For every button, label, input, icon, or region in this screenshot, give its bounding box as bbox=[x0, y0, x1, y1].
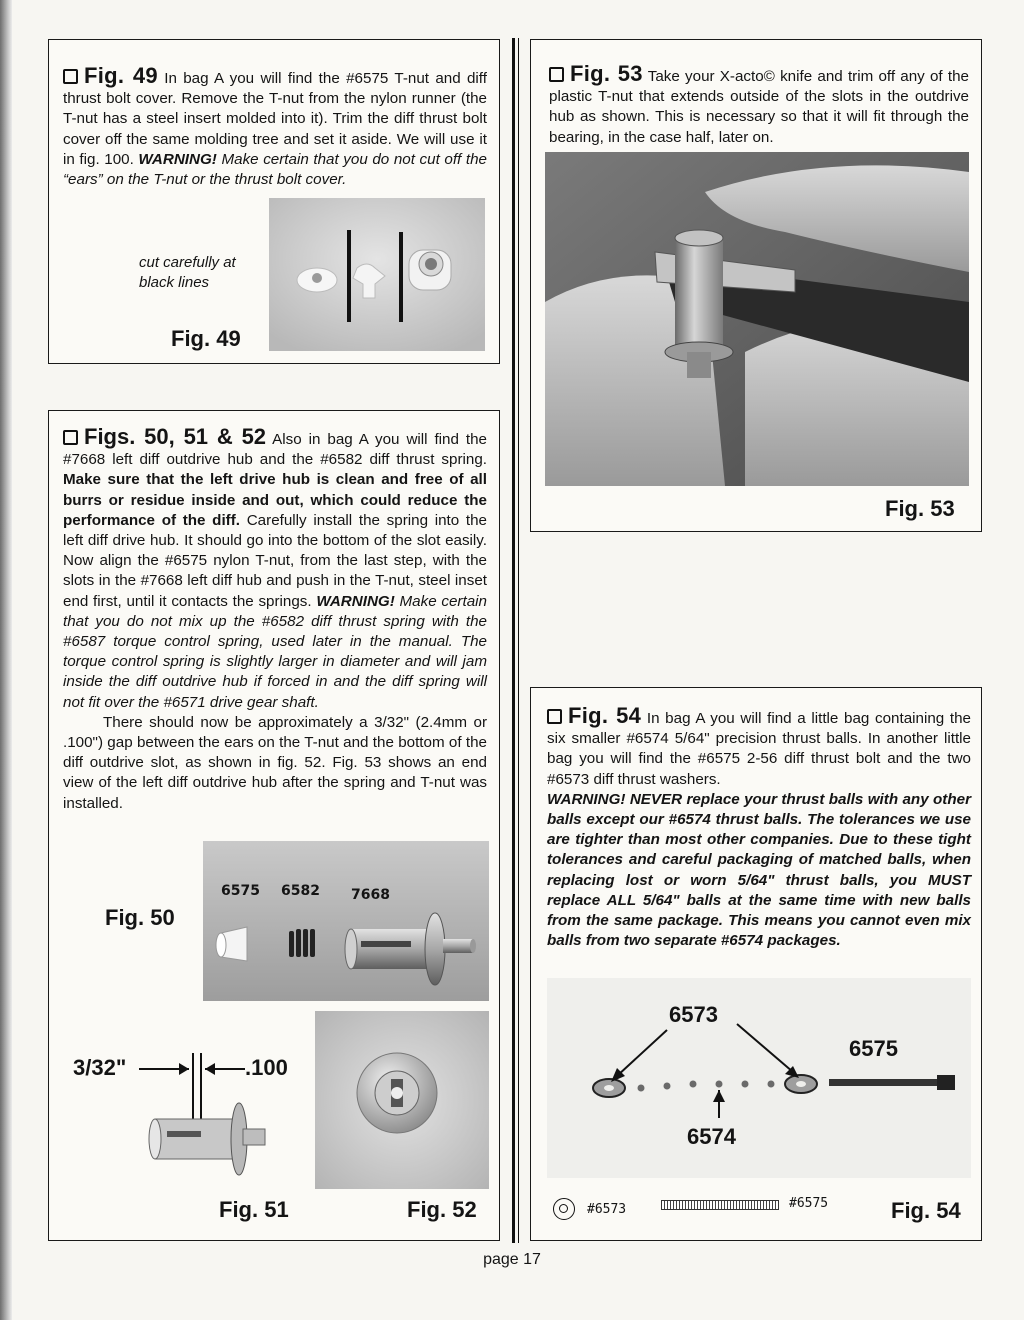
fig53-heading: Fig. 53 bbox=[570, 61, 643, 86]
fig50-part-7668: 7668 bbox=[351, 887, 390, 903]
fig49-caption-line2: black lines bbox=[139, 274, 210, 291]
fig53-photo bbox=[545, 152, 969, 486]
fig49-photo bbox=[269, 198, 485, 351]
fig49-caption-line1: cut carefully at bbox=[139, 254, 236, 271]
fig49-warning-text: Make certain that you do not cut off the “ears” on the T-nut or the thrust bolt cover. bbox=[63, 150, 487, 189]
fig49-box bbox=[48, 39, 500, 364]
fig54-text bbox=[547, 703, 971, 951]
fig53-body: Take your X-acto© knife and trim off any of the plastic T-nut that extends outside of the slots in the outdrive hub as shown. This is necessary so that it will fit through the bearing, in the case half, later on. bbox=[549, 68, 969, 146]
fig50-52-warning: WARNING! bbox=[316, 592, 395, 610]
checkbox-icon[interactable] bbox=[547, 709, 562, 724]
column-divider-inner bbox=[518, 38, 519, 1243]
fig49-heading: Fig. 49 bbox=[84, 63, 158, 88]
page-number: page 17 bbox=[483, 1251, 541, 1268]
fig50-photo bbox=[203, 841, 489, 1001]
fig54-key-6575: #6575 bbox=[789, 1196, 829, 1211]
fig49-text bbox=[63, 63, 487, 190]
fig54-label-6574: 6574 bbox=[687, 1124, 736, 1149]
checkbox-icon[interactable] bbox=[549, 67, 564, 82]
fig50-52-heading: Figs. 50, 51 & 52 bbox=[84, 424, 267, 449]
bolt-key-icon bbox=[661, 1200, 779, 1210]
washer-key-icon bbox=[553, 1198, 575, 1220]
fig51-dim-right: .100 bbox=[245, 1055, 288, 1080]
fig50-52-warning-text: Make certain that you do not mix up the #6582 diff thrust spring with the #6587 torque control spring, used later in the manual. The torque control spring is slightly larger in diameter and will jam inside the diff outdrive hub if forced in and the diff spring will not fit over the #6571 drive gear shaft. bbox=[63, 592, 487, 711]
fig51-label: Fig. 51 bbox=[219, 1197, 289, 1222]
page-binding-edge bbox=[0, 0, 12, 1320]
fig51-dim-left: 3/32" bbox=[73, 1055, 127, 1080]
fig54-figure-label: Fig. 54 bbox=[891, 1198, 961, 1223]
fig49-body: In bag A you will find the #6575 T-nut and diff thrust bolt cover. Remove the T-nut from the nylon runner (the T-nut has a steel insert molded into it). Trim the diff thrust bolt cover off the same molding tree and set it aside. We will use it in fig. 100. bbox=[63, 70, 487, 168]
fig49-warning: WARNING! bbox=[138, 150, 217, 168]
fig54-box bbox=[530, 687, 982, 1241]
fig50-52-body-3: There should now be approximately a 3/32" (2.4mm or .100") gap between the ears on the T-nut and the bottom of the diff outdrive slot, as shown in fig. 52. Fig. 53 shows an end view of the left diff outdrive hub after the spring and T-nut was installed. bbox=[63, 713, 487, 812]
fig54-body: In bag A you will find a little bag containing the six smaller #6574 5/64" precision thrust balls. In another little bag you will find the #6575 2-56 diff thrust bolt and the two #6573 diff thrust washers. bbox=[547, 710, 971, 788]
fig50-52-bold: Make sure that the left drive hub is clean and free of all burrs or residue inside and out, which could reduce the performance of the diff. bbox=[63, 471, 487, 529]
fig50-part-6582: 6582 bbox=[281, 883, 320, 899]
fig49-caption bbox=[139, 253, 236, 293]
fig52-photo bbox=[315, 1011, 489, 1189]
fig53-label: Fig. 53 bbox=[885, 496, 955, 521]
checkbox-icon[interactable] bbox=[63, 430, 78, 445]
fig54-label-6573: 6573 bbox=[669, 1002, 718, 1027]
fig49-label: Fig. 49 bbox=[171, 326, 241, 351]
fig50-52-body-1: Also in bag A you will find the #7668 left diff outdrive hub and the #6582 diff thrust spring. bbox=[63, 431, 487, 469]
fig50-52-body-2: Carefully install the spring into the left diff drive hub. It should go into the bottom of the slot easily. Now align the #6575 nylon T-nut, from the last step, with the slots in the #7668 left diff hub and push in the T-nut, steel inset end first, until it contacts the springs. bbox=[63, 511, 487, 610]
fig50-part-6575: 6575 bbox=[221, 883, 260, 899]
fig53-box bbox=[530, 39, 982, 532]
checkbox-icon[interactable] bbox=[63, 69, 78, 84]
fig50-52-box bbox=[48, 410, 500, 1241]
fig54-warning: WARNING! NEVER replace your thrust balls with any other balls except our #6574 thrust balls. The tolerances we use are tighter than most other companies. Due to these tight tolerances and careful packaging of matched balls, when replacing lost or worn 5/64" thrust balls, you MUST replace ALL 5/64" balls at the same time with new balls from the same package. This means you cannot even mix balls from two separate #6574 packages. bbox=[547, 790, 971, 950]
fig54-key-6573: #6573 bbox=[587, 1202, 627, 1217]
fig54-heading: Fig. 54 bbox=[568, 703, 642, 728]
fig53-text bbox=[549, 61, 969, 148]
fig52-label: Fig. 52 bbox=[407, 1197, 477, 1222]
fig50-52-text bbox=[63, 424, 487, 814]
column-divider bbox=[512, 38, 515, 1243]
fig51-diagram bbox=[63, 1023, 313, 1183]
fig50-label: Fig. 50 bbox=[105, 905, 175, 930]
fig54-photo bbox=[547, 978, 971, 1178]
fig54-label-6575: 6575 bbox=[849, 1036, 898, 1061]
